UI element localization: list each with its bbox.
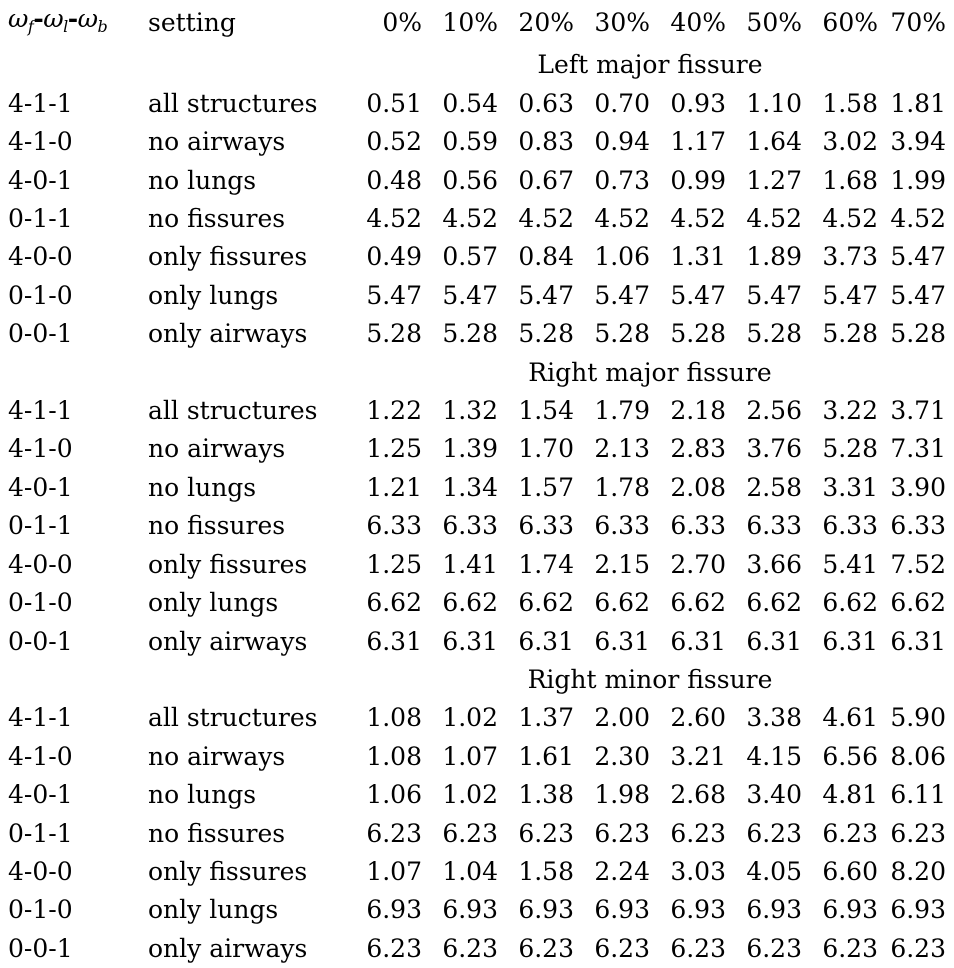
value-cell: 6.23 [746,818,802,848]
value-cell: 6.23 [670,933,726,963]
value-cell: 5.47 [518,280,574,310]
value-cell: 1.58 [822,88,878,118]
value-cell: 6.23 [594,933,650,963]
setting-cell: only airways [148,626,308,656]
value-cell: 6.33 [746,511,802,541]
value-cell: 6.23 [746,933,802,963]
value-cell: 0.54 [442,88,498,118]
value-cell: 6.23 [442,933,498,963]
value-cell: 0.48 [366,165,422,195]
value-cell: 5.28 [746,319,802,349]
value-cell: 3.76 [746,434,802,464]
setting-cell: no airways [148,434,286,464]
value-cell: 5.28 [890,319,946,349]
setting-cell: all structures [148,703,318,733]
table-row [0,776,954,814]
value-cell: 6.56 [822,741,878,771]
table-row [0,277,954,315]
value-cell: 5.47 [594,280,650,310]
value-cell: 4.81 [822,780,878,810]
value-cell: 6.93 [890,895,946,925]
weights-cell: 4-0-1 [8,165,73,195]
value-cell: 4.52 [822,204,878,234]
value-cell: 2.18 [670,396,726,426]
value-cell: 2.68 [670,780,726,810]
section-title: Right minor fissure [527,664,773,694]
setting-cell: only fissures [148,242,308,272]
value-cell: 1.06 [366,780,422,810]
value-cell: 6.23 [822,818,878,848]
section-spacer [0,46,346,84]
weights-cell: 4-0-0 [8,549,73,579]
value-cell: 3.66 [746,549,802,579]
value-cell: 5.28 [822,434,878,464]
setting-cell: no lungs [148,165,257,195]
weights-cell: 4-0-1 [8,780,73,810]
value-cell: 0.51 [366,88,422,118]
value-cell: 6.31 [670,626,726,656]
value-cell: 6.62 [670,588,726,618]
value-cell: 5.47 [366,280,422,310]
value-cell: 2.56 [746,396,802,426]
value-cell: 6.33 [822,511,878,541]
value-cell: 6.93 [746,895,802,925]
value-cell: 3.03 [670,856,726,886]
value-cell: 1.98 [594,780,650,810]
weights-cell: 0-1-1 [8,511,73,541]
value-cell: 4.52 [518,204,574,234]
value-cell: 3.02 [822,127,878,157]
table-row [0,738,954,776]
value-cell: 1.10 [746,88,802,118]
setting-cell: all structures [148,396,318,426]
setting-cell: no lungs [148,472,257,502]
value-cell: 6.60 [822,856,878,886]
percent-column-header: 20% [518,8,574,37]
value-cell: 1.34 [442,472,498,502]
value-cell: 1.79 [594,396,650,426]
value-cell: 0.49 [366,242,422,272]
percent-column-header: 40% [670,8,726,37]
value-cell: 6.31 [746,626,802,656]
table-row [0,162,954,200]
value-cell: 0.93 [670,88,726,118]
value-cell: 8.20 [890,856,946,886]
setting-column-header: setting [148,8,236,37]
value-cell: 0.94 [594,127,650,157]
value-cell: 0.59 [442,127,498,157]
value-cell: 6.31 [366,626,422,656]
value-cell: 6.23 [366,933,422,963]
value-cell: 2.24 [594,856,650,886]
value-cell: 3.22 [822,396,878,426]
table-row [0,469,954,507]
value-cell: 1.32 [442,396,498,426]
percent-column-header: 0% [382,8,422,37]
section-spacer [0,661,346,699]
value-cell: 5.28 [594,319,650,349]
value-cell: 4.52 [670,204,726,234]
value-cell: 5.90 [890,703,946,733]
weights-cell: 0-1-1 [8,818,73,848]
value-cell: 6.62 [822,588,878,618]
value-cell: 6.33 [670,511,726,541]
value-cell: 1.39 [442,434,498,464]
value-cell: 6.33 [890,511,946,541]
value-cell: 4.52 [366,204,422,234]
setting-cell: no airways [148,127,286,157]
table-row [0,815,954,853]
table-row [0,238,954,276]
section-header-row [0,46,954,84]
weights-column-header: $\omega_f-\omega_l-\omega_b$ [8,4,108,36]
value-cell: 6.31 [594,626,650,656]
setting-cell: only lungs [148,895,279,925]
table-row [0,546,954,584]
value-cell: 0.83 [518,127,574,157]
value-cell: 7.52 [890,549,946,579]
section-title: Right major fissure [528,357,772,387]
table-row [0,930,954,968]
table-header-row [0,0,954,46]
value-cell: 6.23 [442,818,498,848]
weights-cell: 0-1-0 [8,588,73,618]
value-cell: 6.11 [890,780,946,810]
value-cell: 6.23 [366,818,422,848]
value-cell: 4.05 [746,856,802,886]
percent-column-header: 60% [822,8,878,37]
value-cell: 1.64 [746,127,802,157]
weights-cell: 4-0-1 [8,472,73,502]
value-cell: 0.70 [594,88,650,118]
value-cell: 7.31 [890,434,946,464]
value-cell: 6.62 [594,588,650,618]
weights-cell: 0-0-1 [8,626,73,656]
value-cell: 6.31 [442,626,498,656]
value-cell: 4.52 [746,204,802,234]
setting-cell: only airways [148,319,308,349]
value-cell: 6.23 [594,818,650,848]
value-cell: 5.47 [442,280,498,310]
weights-cell: 0-0-1 [8,319,73,349]
percent-column-header: 10% [442,8,498,37]
value-cell: 2.00 [594,703,650,733]
value-cell: 1.74 [518,549,574,579]
value-cell: 1.99 [890,165,946,195]
value-cell: 5.47 [746,280,802,310]
value-cell: 6.31 [822,626,878,656]
value-cell: 0.63 [518,88,574,118]
value-cell: 1.57 [518,472,574,502]
percent-column-header: 50% [746,8,802,37]
value-cell: 5.28 [670,319,726,349]
value-cell: 5.28 [822,319,878,349]
value-cell: 1.37 [518,703,574,733]
setting-cell: no lungs [148,780,257,810]
value-cell: 4.61 [822,703,878,733]
value-cell: 5.28 [442,319,498,349]
value-cell: 6.93 [442,895,498,925]
value-cell: 4.52 [890,204,946,234]
table-body [0,46,954,968]
value-cell: 6.33 [594,511,650,541]
setting-cell: only lungs [148,280,279,310]
table-row [0,623,954,661]
value-cell: 5.41 [822,549,878,579]
value-cell: 1.25 [366,549,422,579]
value-cell: 6.62 [442,588,498,618]
value-cell: 1.02 [442,703,498,733]
weights-cell: 4-1-1 [8,88,73,118]
table-row [0,507,954,545]
weights-cell: 4-1-1 [8,396,73,426]
setting-cell: no airways [148,741,286,771]
value-cell: 3.73 [822,242,878,272]
value-cell: 6.23 [890,933,946,963]
value-cell: 1.22 [366,396,422,426]
value-cell: 6.23 [670,818,726,848]
table-row [0,699,954,737]
setting-cell: all structures [148,88,318,118]
weights-cell: 0-1-0 [8,280,73,310]
value-cell: 6.93 [518,895,574,925]
setting-cell: only lungs [148,588,279,618]
value-cell: 5.47 [822,280,878,310]
value-cell: 6.23 [822,933,878,963]
value-cell: 6.33 [518,511,574,541]
value-cell: 1.17 [670,127,726,157]
value-cell: 8.06 [890,741,946,771]
value-cell: 3.90 [890,472,946,502]
weights-cell: 0-0-1 [8,933,73,963]
value-cell: 5.28 [366,319,422,349]
value-cell: 6.33 [366,511,422,541]
value-cell: 1.89 [746,242,802,272]
value-cell: 6.31 [890,626,946,656]
setting-cell: no fissures [148,818,286,848]
value-cell: 0.52 [366,127,422,157]
table-row [0,200,954,238]
section-spacer [0,354,346,392]
value-cell: 0.56 [442,165,498,195]
value-cell: 6.93 [822,895,878,925]
value-cell: 5.47 [890,280,946,310]
value-cell: 6.62 [890,588,946,618]
value-cell: 1.07 [442,741,498,771]
table-row [0,891,954,929]
percent-column-header: 70% [890,8,946,37]
weights-cell: 4-1-0 [8,741,73,771]
setting-cell: only airways [148,933,308,963]
value-cell: 4.52 [442,204,498,234]
value-cell: 1.41 [442,549,498,579]
value-cell: 2.30 [594,741,650,771]
value-cell: 1.78 [594,472,650,502]
section-title: Left major fissure [537,50,763,80]
value-cell: 6.62 [366,588,422,618]
setting-cell: only fissures [148,856,308,886]
value-cell: 6.93 [366,895,422,925]
table-row [0,85,954,123]
value-cell: 6.62 [518,588,574,618]
value-cell: 1.08 [366,741,422,771]
value-cell: 0.84 [518,242,574,272]
weights-cell: 4-1-0 [8,434,73,464]
value-cell: 2.15 [594,549,650,579]
value-cell: 3.94 [890,127,946,157]
value-cell: 2.60 [670,703,726,733]
table-row [0,584,954,622]
table-row [0,430,954,468]
value-cell: 3.21 [670,741,726,771]
setting-cell: no fissures [148,511,286,541]
value-cell: 1.31 [670,242,726,272]
percent-column-header: 30% [594,8,650,37]
value-cell: 6.23 [518,818,574,848]
value-cell: 5.47 [890,242,946,272]
value-cell: 0.99 [670,165,726,195]
value-cell: 5.28 [518,319,574,349]
section-header-row [0,661,954,699]
value-cell: 2.83 [670,434,726,464]
table-row [0,392,954,430]
value-cell: 1.07 [366,856,422,886]
weights-cell: 4-1-1 [8,703,73,733]
value-cell: 0.73 [594,165,650,195]
value-cell: 1.54 [518,396,574,426]
value-cell: 2.13 [594,434,650,464]
weights-cell: 4-0-0 [8,242,73,272]
value-cell: 3.40 [746,780,802,810]
setting-cell: no fissures [148,204,286,234]
value-cell: 6.23 [518,933,574,963]
value-cell: 1.81 [890,88,946,118]
value-cell: 6.23 [890,818,946,848]
value-cell: 1.61 [518,741,574,771]
table-row [0,315,954,353]
value-cell: 1.21 [366,472,422,502]
value-cell: 1.25 [366,434,422,464]
value-cell: 2.08 [670,472,726,502]
value-cell: 1.58 [518,856,574,886]
value-cell: 1.08 [366,703,422,733]
value-cell: 1.38 [518,780,574,810]
value-cell: 3.71 [890,396,946,426]
value-cell: 6.93 [670,895,726,925]
value-cell: 1.04 [442,856,498,886]
table-row [0,123,954,161]
section-header-row [0,354,954,392]
value-cell: 1.68 [822,165,878,195]
value-cell: 1.70 [518,434,574,464]
weights-cell: 4-0-0 [8,856,73,886]
value-cell: 6.62 [746,588,802,618]
value-cell: 6.93 [594,895,650,925]
table-row [0,853,954,891]
value-cell: 2.70 [670,549,726,579]
value-cell: 4.15 [746,741,802,771]
weights-cell: 0-1-1 [8,204,73,234]
weights-cell: 0-1-0 [8,895,73,925]
value-cell: 3.38 [746,703,802,733]
value-cell: 6.33 [442,511,498,541]
setting-cell: only fissures [148,549,308,579]
value-cell: 5.47 [670,280,726,310]
weights-cell: 4-1-0 [8,127,73,157]
value-cell: 6.31 [518,626,574,656]
value-cell: 0.67 [518,165,574,195]
value-cell: 1.06 [594,242,650,272]
value-cell: 3.31 [822,472,878,502]
value-cell: 4.52 [594,204,650,234]
value-cell: 1.02 [442,780,498,810]
value-cell: 2.58 [746,472,802,502]
value-cell: 0.57 [442,242,498,272]
value-cell: 1.27 [746,165,802,195]
